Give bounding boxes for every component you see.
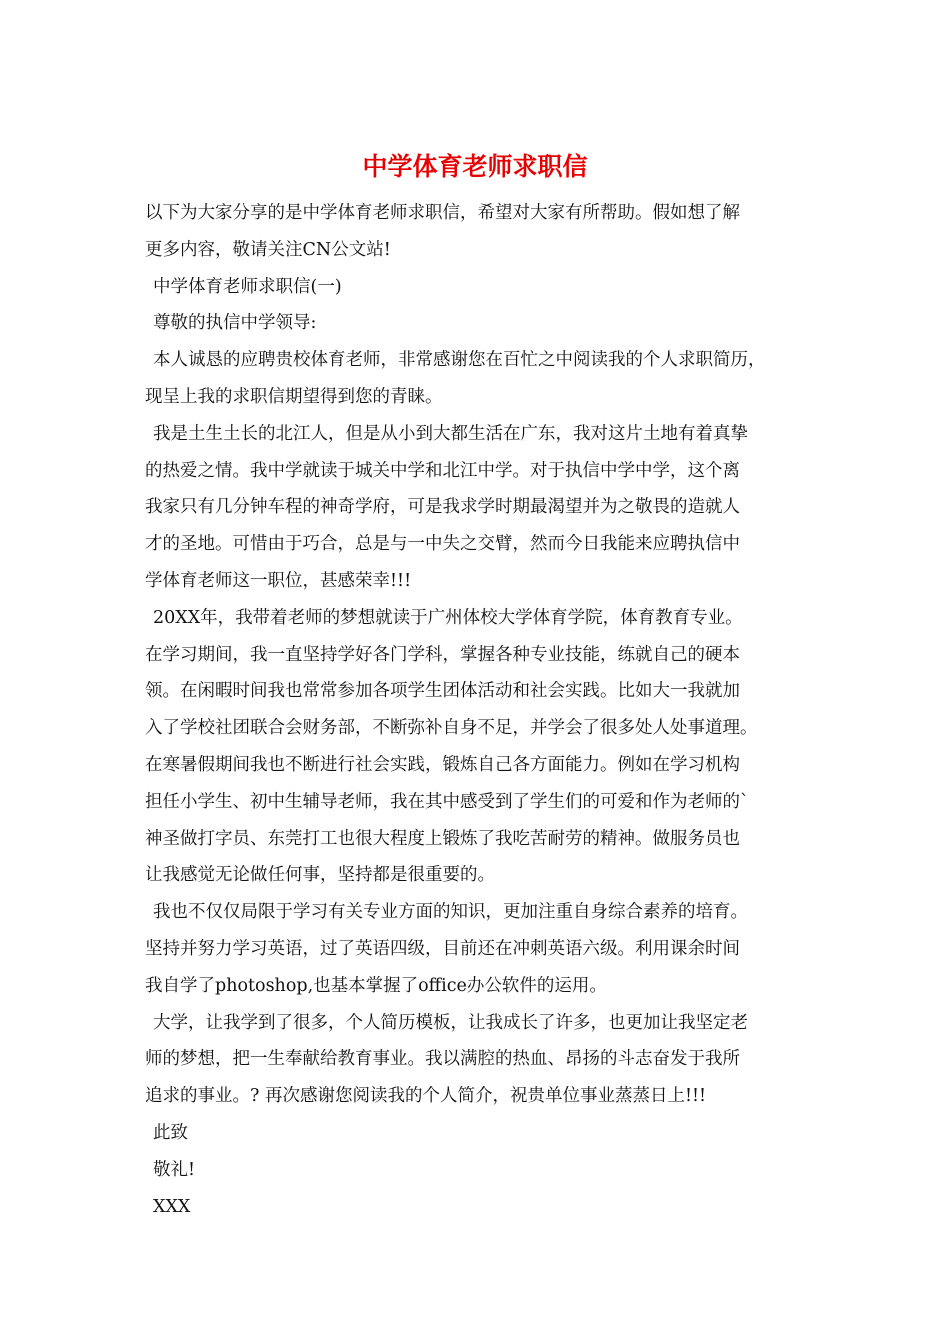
body-line: 的热爱之情。我中学就读于城关中学和北江中学。对于执信中学中学，这个离	[145, 460, 740, 481]
letter-body	[145, 195, 815, 1225]
body-line: 以下为大家分享的是中学体育老师求职信，希望对大家有所帮助。假如想了解	[145, 203, 740, 223]
body-line: 坚持并努力学习英语，过了英语四级，目前还在冲刺英语六级。利用课余时间	[145, 938, 740, 959]
body-line: 我家只有几分钟车程的神奇学府，可是我求学时期最渴望并为之敬畏的造就人	[145, 497, 740, 518]
body-line: 现呈上我的求职信期望得到您的青睐。	[145, 386, 443, 407]
body-line: 神圣做打字员、东莞打工也很大程度上锻炼了我吃苦耐劳的精神。做服务员也	[145, 828, 740, 849]
body-line: 师的梦想，把一生奉献给教育事业。我以满腔的热血、昂扬的斗志奋发于我所	[145, 1049, 740, 1070]
page-title: 中学体育老师求职信	[362, 152, 588, 181]
body-line: 在寒暑假期间我也不断进行社会实践，锻炼自己各方面能力。例如在学习机构	[145, 754, 740, 775]
body-line: 我也不仅仅局限于学习有关专业方面的知识，更加注重自身综合素养的培育。	[153, 902, 748, 923]
body-line: 让我感觉无论做任何事，坚持都是很重要的。	[145, 865, 495, 886]
body-line: 大学，让我学到了很多，个人简历模板，让我成长了许多，也更加让我坚定老	[153, 1012, 748, 1033]
closing-line: 此致	[153, 1122, 188, 1143]
body-line: 领。在闲暇时间我也常常参加各项学生团体活动和社会实践。比如大一我就加	[145, 681, 740, 702]
salutation: 尊敬的执信中学领导:	[153, 313, 317, 334]
body-line: 追求的事业。? 再次感谢您阅读我的个人简介，祝贵单位事业蒸蒸日上!!!	[145, 1086, 707, 1107]
body-line: 学体育老师这一职位，甚感荣幸!!!	[145, 570, 412, 591]
body-line: 入了学校社团联合会财务部，不断弥补自身不足，并学会了很多处人处事道理。	[145, 718, 758, 739]
body-line: 本人诚恳的应聘贵校体育老师，非常感谢您在百忙之中阅读我的个人求职简历，	[153, 350, 766, 371]
body-line: 我是土生土长的北江人，但是从小到大都生活在广东，我对这片土地有着真挚	[153, 423, 748, 444]
body-line: 担任小学生、初中生辅导老师，我在其中感受到了学生们的可爱和作为老师的`	[145, 791, 749, 812]
body-line: 在学习期间，我一直坚持学好各门学科，掌握各种专业技能，练就自己的硬本	[145, 644, 740, 665]
signature: XXX	[153, 1196, 191, 1217]
closing-line: 敬礼!	[153, 1159, 196, 1180]
body-line: 才的圣地。可惜由于巧合，总是与一中失之交臂，然而今日我能来应聘执信中	[145, 534, 740, 555]
section-heading: 中学体育老师求职信(一)	[153, 276, 342, 297]
body-line: 20XX年，我带着老师的梦想就读于广州体校大学体育学院，体育教育专业。	[153, 607, 743, 628]
body-line: 更多内容，敬请关注CN公文站!	[145, 239, 391, 260]
body-line: 我自学了photoshop,也基本掌握了office办公软件的运用。	[145, 975, 607, 996]
